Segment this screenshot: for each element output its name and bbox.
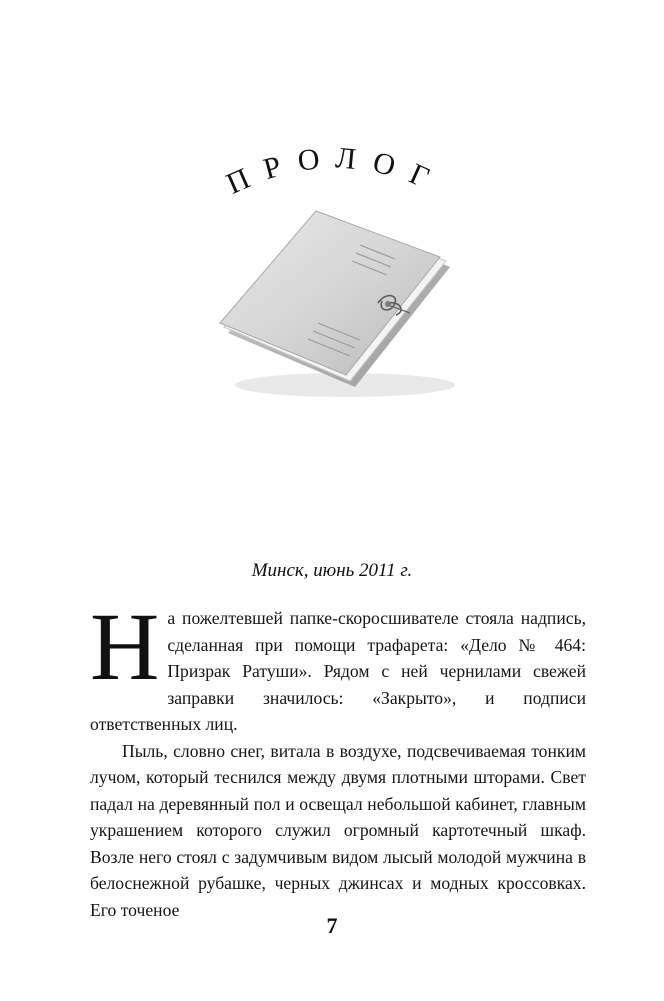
place-date: Минск, июнь 2011 г. [251, 560, 413, 581]
paragraph-2: Пыль, словно снег, витала в воздухе, подсвечиваемая тонким лучом, который теснился между двумя плотными шторами. Свет падал на деревянный пол и освещал небольшой кабинет, главным украшением которого служил огромный картотечный шкаф. Возле него стоял с задумчивым видом лысый молодой мужчина в белоснежной рубашке, черных джинсах и модных кроссовках. Его точеное [90, 740, 586, 920]
drop-cap: Н [90, 593, 160, 700]
chapter-title-text: ПРОЛОГ [221, 141, 449, 201]
chapter-title [200, 140, 470, 210]
body-text [90, 593, 586, 923]
svg-text:ПРОЛОГ [222, 141, 449, 201]
folder-icon [210, 205, 460, 405]
paragraph-1-text: а пожелтевшей папке-скоросшивателе стояла надпись, сделанная при помощи трафарета: «Дело № 464: Призрак Ратуши». Рядом с ней чернилами свежей заправки значилось: «Закрыто», и подписи ответственных лиц. [90, 608, 586, 734]
page-number: 7 [326, 913, 338, 938]
paragraph-1 [90, 593, 586, 738]
